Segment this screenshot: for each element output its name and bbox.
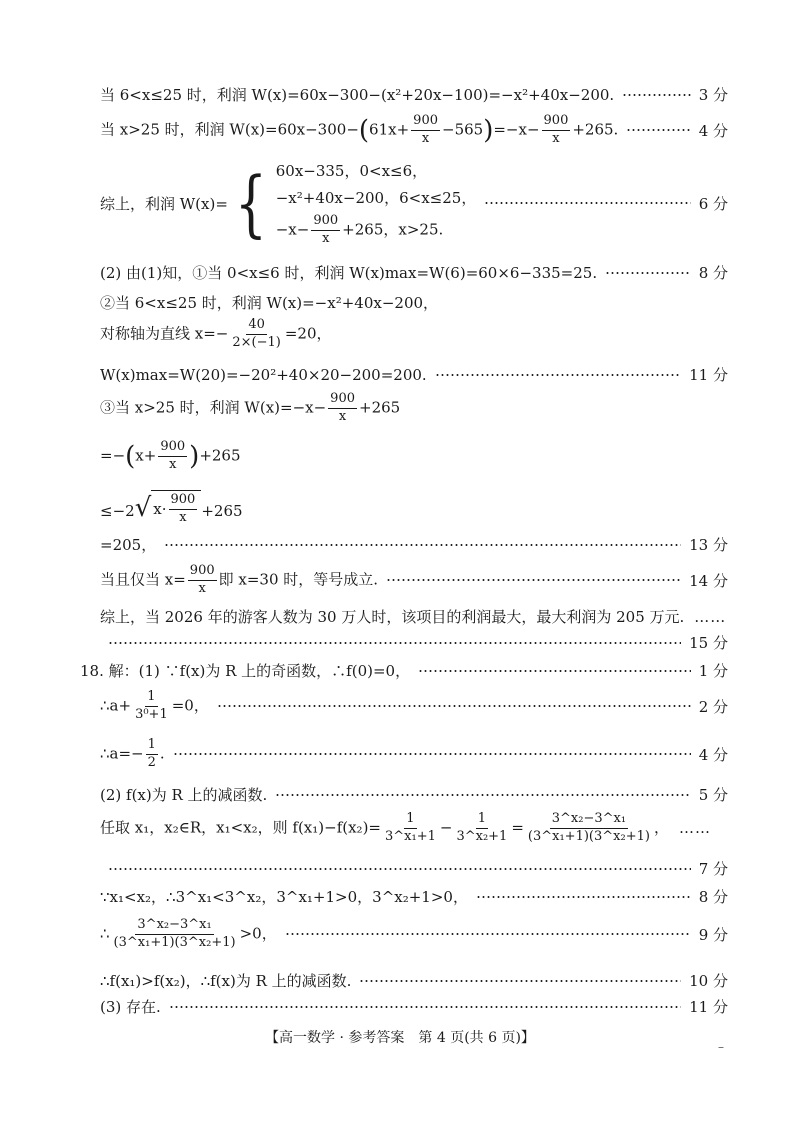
dot-tail: ……	[694, 607, 727, 626]
piecewise-definition	[100, 160, 476, 247]
dot-leader	[108, 868, 691, 870]
answer-line-2	[100, 114, 728, 147]
fraction	[328, 392, 357, 425]
score-label: 7 分	[698, 860, 728, 878]
answer-line-18	[100, 784, 728, 805]
fraction	[411, 114, 440, 147]
denominator: 3^x₁+1	[385, 828, 436, 844]
numerator: 900	[311, 214, 340, 231]
score-label: 4 分	[698, 121, 728, 140]
score-label: 5 分	[698, 786, 728, 804]
text-seg: =	[511, 818, 524, 837]
answer-line-21	[100, 886, 728, 907]
line-text: ∵x₁<x₂，∴3^x₁<3^x₂，3^x₁+1>0，3^x₂+1>0，	[100, 888, 468, 906]
fraction	[383, 812, 438, 845]
denominator: (3^x₁+1)(3^x₂+1)	[113, 934, 236, 950]
score-label: 15 分	[689, 634, 728, 652]
line-text	[100, 392, 400, 425]
line-text: 当 6<x≤25 时，利润 W(x)=60x−300−(x²+20x−100)=−x²+40x−200.	[100, 86, 615, 104]
denominator: x	[179, 509, 187, 525]
corner-mark: –	[718, 1040, 724, 1054]
dot-leader	[217, 705, 691, 707]
dot-leader	[476, 896, 691, 898]
fraction	[146, 738, 158, 771]
text-seg: ∴a=−	[100, 744, 144, 763]
text-seg: ∴a+	[100, 696, 132, 715]
line-text: (2) f(x)为 R 上的减函数.	[100, 786, 268, 804]
text-seg: 即 x=30 时，等号成立.	[218, 570, 379, 589]
denominator: x	[338, 408, 347, 424]
fraction	[158, 440, 187, 473]
text-seg: ③当 x>25 时，利润 W(x)=−x−	[100, 398, 327, 417]
line-text: 18. 解：(1) ∵f(x)为 R 上的奇函数，∴f(0)=0，	[80, 662, 411, 680]
score-label: 2 分	[698, 697, 728, 716]
numerator: 1	[146, 738, 158, 755]
fraction	[542, 114, 571, 147]
fraction	[526, 812, 652, 845]
score-label: 11 分	[689, 998, 728, 1016]
denominator: x	[552, 130, 560, 146]
denominator: x	[421, 130, 430, 146]
text-seg: =−x−	[493, 120, 540, 139]
dot-leader	[359, 980, 681, 982]
line-text: ②当 6<x≤25 时，利润 W(x)=−x²+40x−200，	[100, 294, 439, 312]
numerator: 3^x₂−3^x₁	[550, 812, 628, 829]
text-seg: .	[159, 744, 165, 763]
text-seg: +265，x>25.	[342, 220, 444, 239]
answer-line-23	[100, 970, 728, 991]
text-seg: 对称轴为直线 x=−	[100, 324, 229, 343]
answer-line-11	[100, 534, 728, 555]
answer-line-8	[100, 392, 728, 425]
answer-line-10	[100, 490, 728, 526]
line-text	[100, 690, 209, 723]
case-2: −x²+40x−200，6<x≤25，	[275, 189, 477, 207]
score-label: 8 分	[698, 888, 728, 906]
text-seg: −x−	[275, 220, 310, 239]
numerator: 1	[404, 812, 416, 829]
text-seg: ∴	[100, 924, 110, 943]
score-label: 4 分	[698, 745, 728, 764]
answer-line-22	[100, 918, 728, 951]
text-seg: >0，	[239, 924, 277, 943]
answer-line-13	[100, 606, 728, 627]
line-text: (3) 存在.	[100, 998, 161, 1016]
dot-leader	[418, 670, 691, 672]
denominator: 2×(−1)	[232, 334, 281, 350]
text-seg: ≤−2	[100, 501, 135, 520]
paren-close: )	[189, 441, 200, 472]
radical-sign: √	[134, 492, 152, 523]
dot-leader	[435, 374, 681, 376]
dot-leader	[386, 579, 681, 581]
text-seg: −	[439, 818, 453, 837]
text-seg: 当 x>25 时，利润 W(x)=60x−300−	[100, 120, 359, 139]
line-text	[100, 114, 618, 147]
numerator: 900	[158, 440, 187, 457]
score-label: 9 分	[698, 925, 728, 944]
line-text: (2) 由(1)知，①当 0<x≤6 时，利润 W(x)max=W(6)=60×6−335=25.	[100, 264, 598, 282]
score-label: 1 分	[698, 662, 728, 680]
score-label: 13 分	[689, 536, 728, 554]
dot-leader	[626, 129, 690, 131]
answer-line-15	[80, 660, 728, 681]
numerator: 40	[246, 318, 267, 335]
text-seg: x+	[135, 446, 157, 465]
paren-close: )	[483, 115, 494, 146]
square-root	[135, 490, 202, 526]
answer-line-16	[100, 690, 728, 723]
text-seg: 任取 x₁，x₂∈R，x₁<x₂，则 f(x₁)−f(x₂)=	[100, 818, 381, 837]
line-text: =205，	[100, 536, 157, 554]
radicand	[151, 490, 201, 526]
score-label: 14 分	[689, 571, 728, 590]
case-1: 60x−335，0<x≤6，	[275, 162, 428, 180]
page-footer: 【高一数学 · 参考答案 第 4 页(共 6 页)】	[265, 1030, 535, 1046]
text-seg: +265	[199, 446, 241, 465]
numerator: 3^x₂−3^x₁	[135, 918, 213, 935]
cases	[276, 160, 477, 247]
numerator: 1	[476, 812, 488, 829]
dot-leader	[605, 272, 691, 274]
dot-tail: ……	[678, 819, 711, 838]
denominator: (3^x₁+1)(3^x₂+1)	[527, 828, 650, 844]
fraction	[133, 690, 170, 723]
denominator: 3⁰+1	[135, 706, 168, 722]
answer-line-4	[100, 262, 728, 283]
denominator: x	[322, 230, 330, 246]
line-text	[100, 812, 669, 845]
text-seg: +265.	[572, 120, 619, 139]
dot-leader	[164, 544, 681, 546]
paren-open: (	[358, 115, 370, 146]
line-text	[100, 738, 165, 771]
text-seg: =−	[100, 446, 126, 465]
fraction	[169, 493, 198, 526]
numerator: 900	[328, 392, 357, 409]
text-seg: =0，	[171, 696, 209, 715]
paren-open: (	[125, 441, 136, 472]
answer-line-14	[100, 632, 728, 653]
score-label: 10 分	[689, 972, 728, 990]
dot-leader	[173, 753, 691, 755]
score-label: 6 分	[698, 194, 728, 213]
denominator: 3^x₂+1	[456, 828, 508, 844]
answer-line-19	[100, 812, 728, 845]
denominator: 2	[147, 754, 156, 770]
line-text	[100, 318, 332, 351]
numerator: 900	[188, 564, 217, 581]
dot-leader	[285, 933, 691, 935]
answer-line-7	[100, 364, 728, 385]
line-text: W(x)max=W(20)=−20²+40×20−200=200.	[100, 365, 427, 384]
text-seg: 61x+	[369, 120, 410, 139]
line-text	[100, 918, 277, 951]
answer-line-5	[100, 292, 728, 313]
fraction	[311, 214, 340, 247]
score-label: 11 分	[689, 366, 728, 384]
brace: {	[234, 161, 267, 246]
answer-line-12	[100, 564, 728, 597]
numerator: 900	[542, 114, 571, 131]
text-seg: 当且仅当 x=	[100, 570, 186, 589]
text-seg: +265	[201, 501, 243, 520]
fraction	[112, 918, 238, 951]
answer-line-1	[100, 84, 728, 105]
answer-line-24	[100, 996, 728, 1017]
text-seg: +265	[359, 398, 401, 417]
score-label: 3 分	[698, 86, 728, 104]
answer-line-20	[100, 858, 728, 879]
text-seg: x·	[153, 500, 167, 519]
answer-line-9	[100, 440, 728, 473]
answer-line-17	[100, 738, 728, 771]
score-label: 8 分	[698, 264, 728, 282]
text-seg: −565	[442, 120, 484, 139]
text-seg: ，	[653, 818, 669, 837]
dot-leader	[275, 794, 690, 796]
numerator: 1	[145, 690, 157, 707]
dot-leader	[169, 1006, 681, 1008]
numerator: 900	[169, 493, 198, 510]
text-seg: 综上，利润 W(x)=	[100, 194, 228, 213]
dot-leader	[108, 642, 681, 644]
numerator: 900	[411, 114, 440, 131]
case-3	[276, 214, 477, 247]
fraction	[188, 564, 217, 597]
answer-line-6	[100, 318, 728, 351]
line-text: ∴f(x₁)>f(x₂)，∴f(x)为 R 上的减函数.	[100, 972, 352, 990]
denominator: x	[198, 580, 206, 596]
denominator: x	[169, 456, 177, 472]
text-seg: =20，	[284, 324, 332, 343]
line-text	[100, 440, 241, 473]
line-text	[100, 490, 243, 526]
dot-leader	[484, 202, 690, 204]
line-text: 综上，当 2026 年的游客人数为 30 万人时，该项目的利润最大，最大利润为 205 万元.	[100, 608, 685, 626]
line-text	[100, 564, 378, 597]
answer-line-3	[100, 160, 728, 247]
fraction	[454, 812, 509, 845]
dot-leader	[622, 94, 691, 96]
fraction	[230, 318, 282, 351]
